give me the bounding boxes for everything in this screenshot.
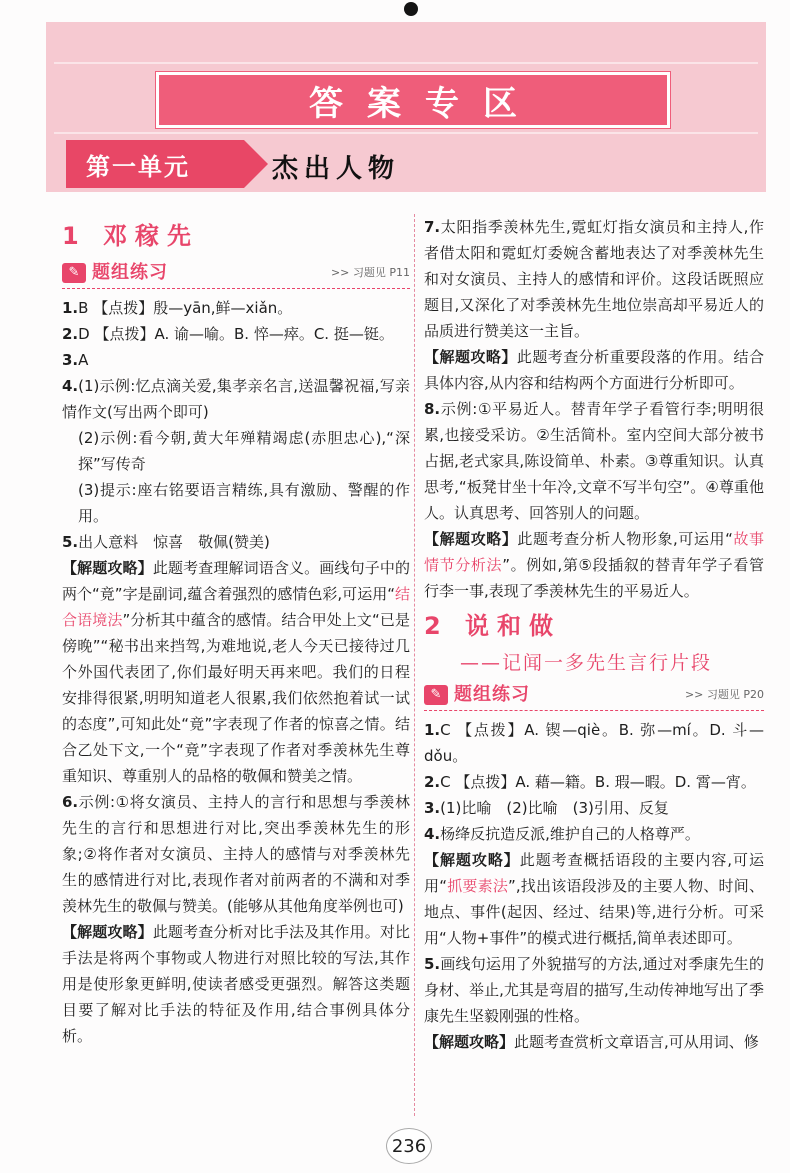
lesson-2-title: 2 说和做 [424, 612, 562, 640]
right-column [424, 214, 764, 1055]
section-label: 题组练习 [454, 684, 530, 705]
answer-8-analysis: 【解题攻略】此题考查分析人物形象,可运用“故事情节分析法”。例如,第⑤段插叙的替青年学子看管行李一事,表现了季羡林先生的平易近人。 [424, 530, 764, 600]
l2-answer-4-analysis: 【解题攻略】此题考查概括语段的主要内容,可运用“抓要素法”,找出该语段涉及的主要人物、时间、地点、事件(起因、经过、结果)等,进行分析。可采用“人物+事件”的模式进行概括,简单表述即可。 [424, 851, 764, 947]
lesson-2-section-header [424, 680, 764, 711]
l2-answer-5-analysis: 【解题攻略】此题考查赏析文章语言,可从用词、修 [424, 1033, 759, 1051]
answer-1: 1.B 【点拨】殷—yān,鲜—xiǎn。 [62, 299, 293, 317]
l2-answer-3: 3.(1)比喻 (2)比喻 (3)引用、反复 [424, 799, 669, 817]
section-label: 题组练习 [92, 262, 168, 283]
unit-tag [66, 140, 244, 188]
left-column [62, 214, 410, 1049]
section-reference: >> 习题见 P11 [330, 266, 410, 279]
l2-answer-4: 4.杨绛反抗造反派,维护自己的人格尊严。 [424, 825, 700, 843]
answer-5: 5.出人意料 惊喜 敬佩(赞美) [62, 533, 270, 551]
answer-4: 4.(1)示例:忆点滴关爱,集孝亲名言,送温馨祝福,写亲情作文(写出两个即可) [62, 377, 410, 421]
l2-answer-2: 2.C 【点拨】A. 藉—籍。B. 瑕—暇。D. 霄—宵。 [424, 773, 756, 791]
lesson-1-title: 1 邓稼先 [62, 222, 200, 250]
pencil-icon: ✎ [424, 685, 448, 705]
answer-2: 2.D 【点拨】A. 谕—喻。B. 悴—瘁。C. 挺—铤。 [62, 325, 394, 343]
lesson-2-subtitle: ——记闻一多先生言行片段 [460, 652, 713, 674]
header-stripe [54, 132, 758, 134]
unit-title: 杰出人物 [272, 154, 401, 184]
page-number: 236 [386, 1128, 432, 1164]
answer-3: 3.A [62, 351, 89, 369]
binding-hole [404, 2, 418, 16]
lesson-1-section-header [62, 258, 410, 289]
l2-answer-5: 5.画线句运用了外貌描写的方法,通过对季康先生的身材、举止,尤其是弯眉的描写,生动传神地写出了季康先生坚毅刚强的性格。 [424, 955, 764, 1025]
answer-4-part-2: (2)示例:看今朝,黄大年殚精竭虑(赤胆忠心),“深探”写传奇 [78, 429, 410, 473]
page-title: 答案专区 [309, 83, 541, 124]
answer-6: 6.示例:①将女演员、主持人的言行和思想与季羡林先生的言行和思想进行对比,突出季羡林先生的形象;②将作者对女演员、主持人的感情与对季羡林先生的感情进行对比,表现作者对前两者的不满和对季羡林先生的敬佩与赞美。(能够从其他角度举例也可) [62, 793, 410, 915]
answer-6-analysis: 【解题攻略】此题考查分析对比手法及其作用。对比手法是将两个事物或人物进行对照比较的写法,其作用是使形象更鲜明,使读者感受更强烈。解答这类题目要了解对比手法的特征及作用,结合事例具体分析。 [62, 923, 410, 1045]
answer-7: 7.太阳指季羡林先生,霓虹灯指女演员和主持人,作者借太阳和霓虹灯委婉含蓄地表达了对季羡林先生和对女演员、主持人的感情和评价。这段话既照应题目,又深化了对季羡林先生地位崇高却平易近人的品质进行赞美这一主旨。 [424, 218, 764, 340]
l2-answer-1: 1.C 【点拨】A. 锲—qiè。B. 弥—mí。D. 斗—dǒu。 [424, 721, 764, 765]
answer-7-analysis: 【解题攻略】此题考查分析重要段落的作用。结合具体内容,从内容和结构两个方面进行分析即可。 [424, 348, 764, 392]
unit-label: 第一单元 [86, 152, 190, 181]
section-reference: >> 习题见 P20 [684, 688, 764, 701]
pencil-icon: ✎ [62, 263, 86, 283]
answer-8: 8.示例:①平易近人。替青年学子看管行李;明明很累,也接受采访。②生活简朴。室内空间大部分被书占据,老式家具,陈设简单、朴素。③尊重知识。认真思考,“板凳甘坐十年冷,文章不写半句空”。④尊重他人。认真思考、回答别人的问题。 [424, 400, 764, 522]
column-divider [414, 214, 415, 1116]
answer-5-analysis: 【解题攻略】此题考查理解词语含义。画线句子中的两个“竟”字是副词,蕴含着强烈的感情色彩,可运用“结合语境法”分析其中蕴含的感情。结合甲处上文“已是傍晚”“秘书出来挡驾,为难地说,老人今天已接待过几个外国代表团了,你们最好明天再来吧。我们的日程安排得很紧,明明知道老人很累,我们依然抱着试一试的态度”,可知此处“竟”字表现了作者的惊喜之情。结合乙处下文,一个“竟”字表现了作者对季羡林先生尊重知识、尊重别人的品格的敬佩和赞美之情。 [62, 559, 410, 785]
page-title-box [156, 72, 670, 128]
header-stripe [54, 62, 758, 64]
answer-4-part-3: (3)提示:座右铭要语言精练,具有激励、警醒的作用。 [78, 481, 410, 525]
